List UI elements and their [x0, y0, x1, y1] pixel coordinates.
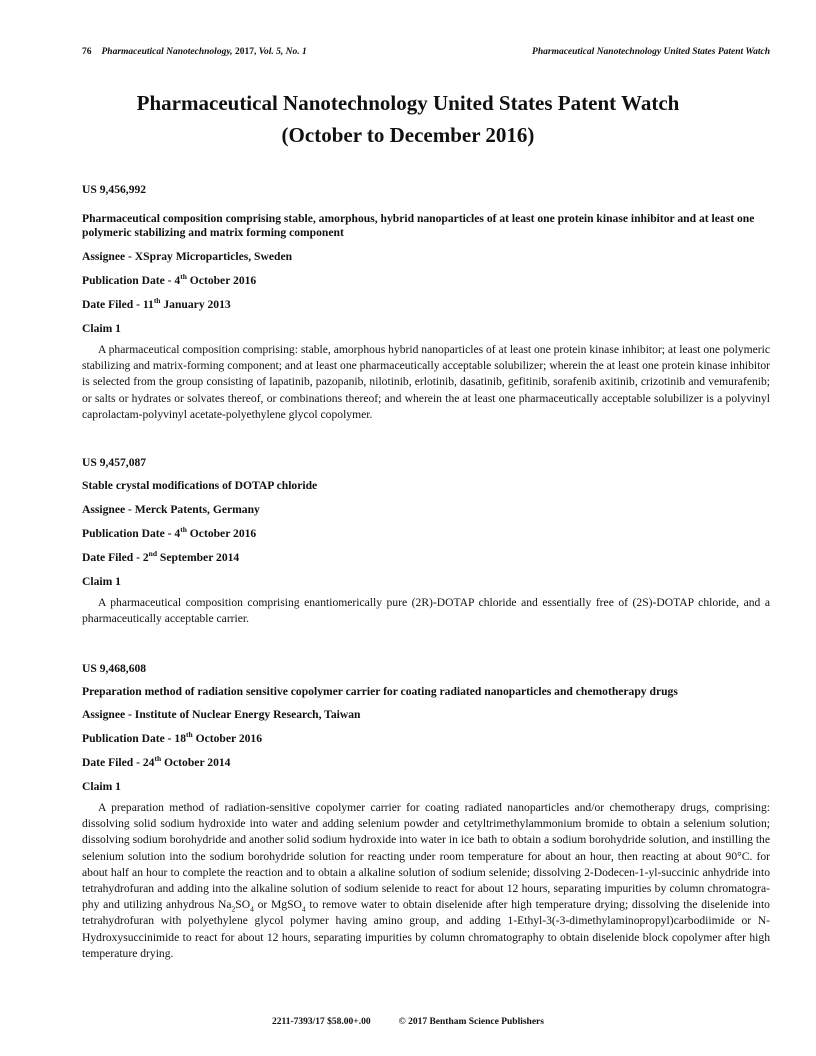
filed-sup: nd — [148, 549, 157, 559]
claim-text-part: to remove water to obtain diselenide after high temperature drying; dissolving the diselenide into tetrahydrofuran with polyethylene glycol polymer having amino group, and adding 1-Ethyl-3(-3-dimethylaminopropyl)carbodiimide or N-Hydroxysuccinimide to react for about 12 hours, separating impurities by column chromatography to obtain diselenide block copolymer after high temperature drying. — [82, 898, 770, 960]
patent-assignee: Assignee - XSpray Microparticles, Sweden — [82, 250, 293, 263]
filed-text: Date Filed - 24 — [82, 756, 155, 769]
publication-date — [82, 732, 770, 746]
journal-year: 2017, — [232, 47, 259, 57]
subscript: 4 — [301, 904, 306, 914]
publication-date — [82, 527, 770, 541]
journal-name: Pharmaceutical Nanotechnology, — [101, 47, 233, 57]
filed-text: Date Filed - 2 — [82, 551, 149, 564]
page-subtitle: (October to December 2016) — [281, 123, 535, 147]
claim-text: A pharmaceutical composition comprising enantiomerically pure (2R)-DOTAP chloride and essentially free of (2S)-DOTAP chloride, and a pharmaceutically acceptable carrier. — [82, 596, 770, 626]
patent-entry — [82, 662, 770, 962]
patent-number: US 9,456,992 — [82, 183, 147, 196]
pub-sup: th — [180, 525, 187, 535]
claim-label: Claim 1 — [82, 575, 121, 588]
claim-text-part: A preparation method of radiation-sensitive copolymer carrier for coating radiated nanoparticles and/or chemotherapy drugs, comprising: dissolving solid sodium hydroxide into water and adding selenium powder and cetyltrimethylammonium bromide to obtain a selenium solution; dissolving sodium borohydride and another solid sodium hydroxide into water in ice bath to obtain a sodium borohydride solution, and instilling the selenium solution into the sodium borohydride solution for reacting under room temperature for about an hour, then reacting at about 90°C. for about half an hour to complete the reaction and to obtain a alkaline solution of sodium selenide; dissolving 2-Dodecen-1-yl-succinic anhydride into tetrahydrofuran and adding into the alkaline solution of sodium selenide to react for about 12 hours, separating impurities by column chromatography and utilizing anhydrous Na — [82, 801, 770, 912]
claim-label: Claim 1 — [82, 780, 121, 793]
pub-sup: th — [180, 272, 187, 282]
date-filed — [82, 298, 770, 312]
pub-text: Publication Date - 4 — [82, 527, 181, 540]
claim-text-part: SO — [235, 898, 251, 912]
claim-label: Claim 1 — [82, 322, 121, 335]
filed-text-2: October 2014 — [161, 756, 231, 769]
patent-entry — [82, 456, 770, 627]
publication-date — [82, 274, 770, 288]
date-filed — [82, 756, 770, 770]
patent-assignee: Assignee - Institute of Nuclear Energy Research, Taiwan — [82, 708, 361, 721]
patent-number: US 9,468,608 — [82, 662, 147, 675]
patent-assignee: Assignee - Merck Patents, Germany — [82, 503, 260, 516]
patent-entry — [82, 183, 770, 423]
subscript: 4 — [250, 904, 254, 914]
journal-volume: Vol. 5, No. 1 — [258, 47, 307, 57]
pub-text-2: October 2016 — [186, 274, 257, 287]
pub-sup: th — [186, 730, 193, 740]
claim-text — [82, 800, 770, 962]
copyright: © 2017 Bentham Science Publishers — [398, 1017, 544, 1027]
filed-sup: th — [154, 754, 162, 764]
patent-title: Pharmaceutical composition comprising stable, amorphous, hybrid nanoparticles of at least one protein kinase inhibitor and at least one polymeric stabilizing and matrix forming component — [82, 212, 755, 239]
pub-text: Publication Date - 18 — [82, 732, 187, 745]
patent-title: Preparation method of radiation sensitive copolymer carrier for coating radiated nanoparticles and chemotherapy drugs — [82, 685, 678, 698]
issn-price: 2211-7393/17 $58.00+.00 — [272, 1017, 371, 1027]
filed-text-2: January 2013 — [160, 298, 231, 311]
page-footer — [0, 1017, 816, 1027]
patent-title: Stable crystal modifications of DOTAP chloride — [82, 479, 318, 492]
claim-text: A pharmaceutical composition comprising: stable, amorphous hybrid nanoparticles of at least one protein kinase inhibitor; at least one polymeric stabilizing and matrix-forming component; and at least one pharmaceutically acceptable solubilizer; wherein the at least one protein kinase inhibitor is selected from the group consisting of lapatinib, pazopanib, nilotinib, erlotinib, dasatinib, gefitinib, sorafenib axitinib, crizotinib and vemurafenib; or salts or hydrates or solvates thereof, or combinations thereof; and wherein the at least one pharmaceutically acceptable solubilizer is a polyvinyl caprolactam-polyvinyl acetate-polyethylene glycol copolymer. — [82, 343, 770, 421]
page-title: Pharmaceutical Nanotechnology United States Patent Watch — [136, 91, 680, 115]
pub-text-2: October 2016 — [192, 732, 263, 745]
pub-text: Publication Date - 4 — [82, 274, 181, 287]
filed-sup: th — [153, 296, 161, 306]
claim-text-part: or MgSO — [253, 898, 302, 912]
filed-text: Date Filed - 11 — [82, 298, 154, 311]
patent-number: US 9,457,087 — [82, 456, 147, 469]
subscript: 2 — [231, 904, 236, 914]
running-header — [82, 47, 770, 57]
pub-text-2: October 2016 — [186, 527, 257, 540]
running-title: Pharmaceutical Nanotechnology United States Patent Watch — [532, 47, 770, 57]
filed-text-2: September 2014 — [157, 551, 240, 564]
page-number: 76 — [82, 47, 92, 57]
date-filed — [82, 551, 770, 565]
